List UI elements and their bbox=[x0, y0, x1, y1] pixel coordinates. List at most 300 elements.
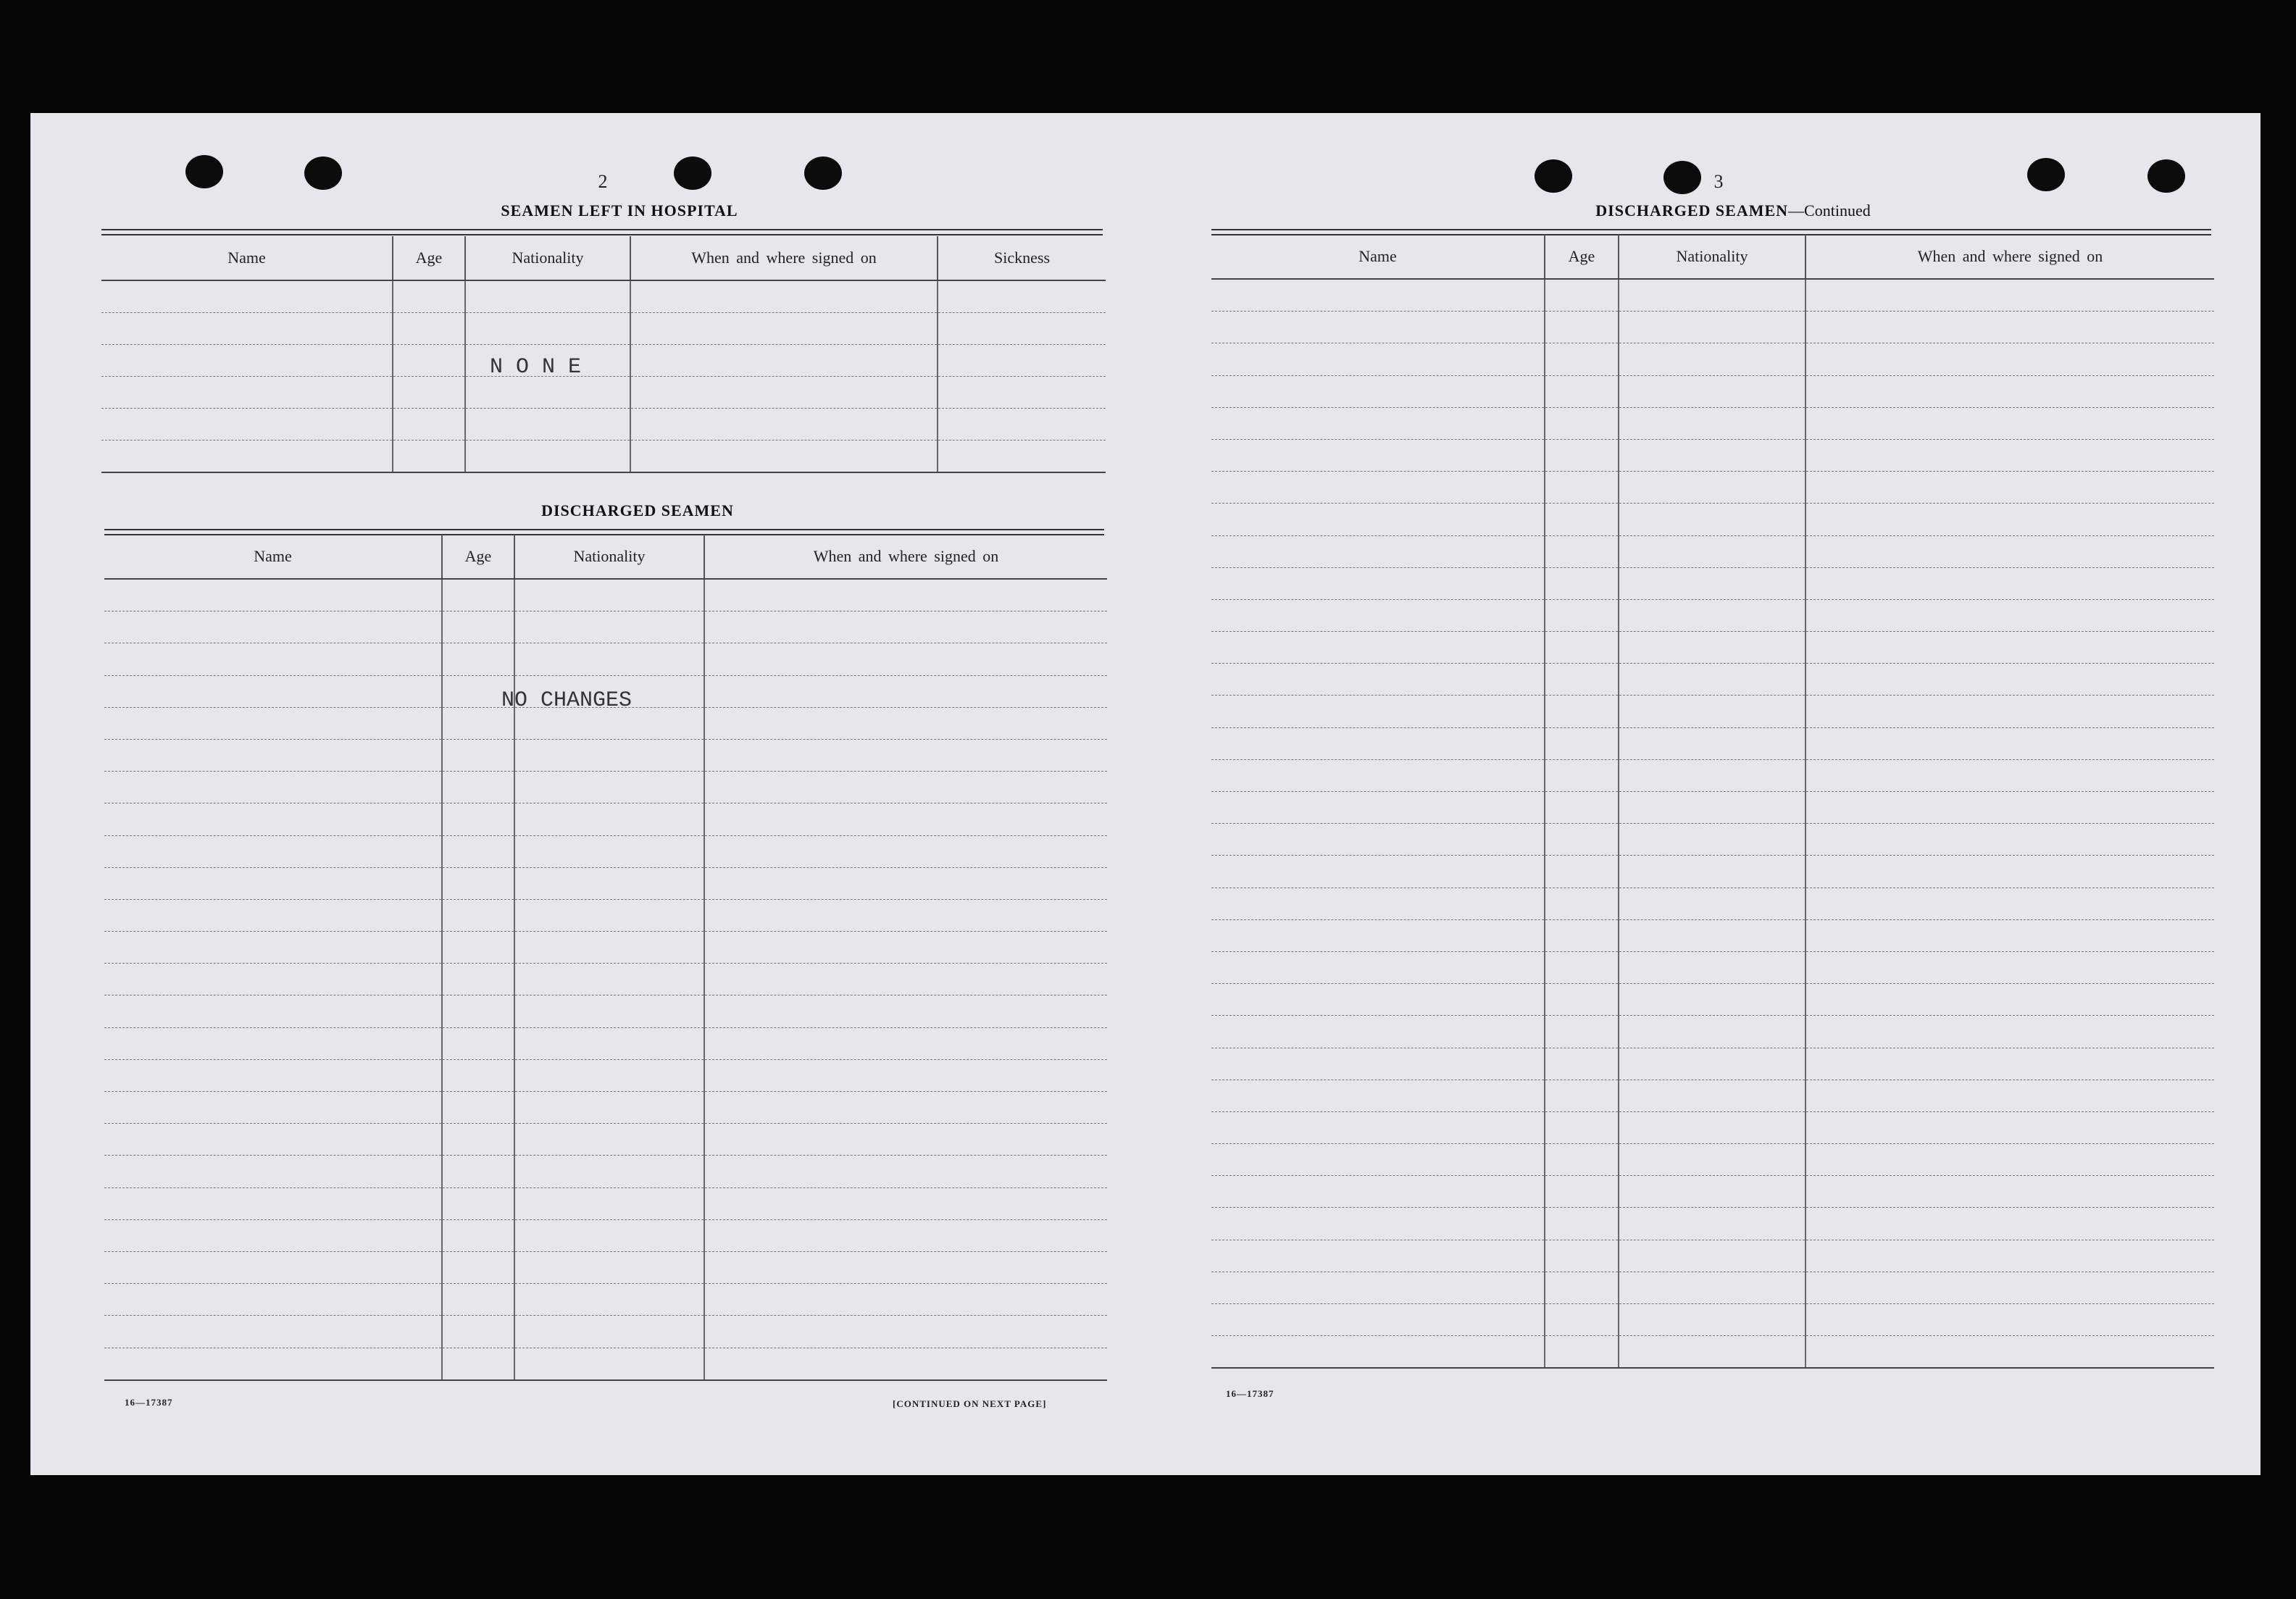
blank-cell bbox=[1806, 375, 2214, 407]
blank-cell bbox=[101, 377, 393, 409]
blank-cell bbox=[1806, 535, 2214, 567]
blank-cell bbox=[1545, 1272, 1619, 1303]
blank-cell bbox=[514, 1027, 704, 1059]
blank-cell bbox=[1211, 696, 1545, 727]
column-header-nationality: Nationality bbox=[1619, 235, 1806, 279]
blank-cell bbox=[104, 867, 442, 899]
table-row bbox=[1211, 567, 2214, 599]
blank-cell bbox=[104, 899, 442, 931]
blank-cell bbox=[1806, 599, 2214, 631]
blank-cell bbox=[704, 739, 1107, 771]
blank-cell bbox=[1619, 343, 1806, 375]
column-header-age: Age bbox=[393, 236, 465, 280]
blank-cell bbox=[393, 280, 465, 313]
blank-cell bbox=[104, 1156, 442, 1187]
blank-cell bbox=[442, 835, 514, 867]
blank-cell bbox=[465, 280, 630, 313]
blank-cell bbox=[1806, 1240, 2214, 1272]
blank-cell bbox=[442, 932, 514, 964]
blank-cell bbox=[393, 409, 465, 441]
blank-cell bbox=[104, 1348, 442, 1380]
double-rule bbox=[101, 229, 1103, 235]
blank-cell bbox=[442, 739, 514, 771]
blank-cell bbox=[1806, 919, 2214, 951]
table-row bbox=[104, 579, 1107, 611]
blank-cell bbox=[104, 739, 442, 771]
blank-cell bbox=[1211, 472, 1545, 504]
blank-cell bbox=[514, 964, 704, 995]
blank-cell bbox=[1545, 1048, 1619, 1080]
blank-cell bbox=[465, 441, 630, 473]
blank-cell bbox=[442, 867, 514, 899]
blank-cell bbox=[938, 345, 1106, 377]
table-row bbox=[1211, 439, 2214, 471]
column-header-signed-on: When and where signed on bbox=[704, 535, 1107, 579]
table-row bbox=[101, 345, 1106, 377]
blank-cell bbox=[1211, 1111, 1545, 1143]
blank-cell bbox=[1619, 472, 1806, 504]
table-row bbox=[104, 995, 1107, 1027]
blank-cell bbox=[1211, 504, 1545, 535]
blank-cell bbox=[704, 1059, 1107, 1091]
section-title-continued: —Continued bbox=[1788, 201, 1871, 220]
blank-cell bbox=[1211, 664, 1545, 696]
blank-cell bbox=[442, 964, 514, 995]
blank-cell bbox=[1211, 632, 1545, 664]
blank-cell bbox=[101, 441, 393, 473]
blank-cell bbox=[1211, 1080, 1545, 1111]
table-row bbox=[1211, 727, 2214, 759]
blank-cell bbox=[1545, 279, 1619, 312]
blank-cell bbox=[1545, 312, 1619, 343]
table-row bbox=[104, 835, 1107, 867]
blank-cell bbox=[1211, 1304, 1545, 1336]
blank-cell bbox=[1619, 984, 1806, 1016]
right-page bbox=[1146, 113, 2260, 1475]
discharged-table bbox=[104, 535, 1107, 1381]
blank-cell bbox=[1211, 951, 1545, 983]
blank-cell bbox=[1211, 343, 1545, 375]
blank-cell bbox=[1806, 759, 2214, 791]
blank-cell bbox=[1545, 919, 1619, 951]
blank-cell bbox=[104, 579, 442, 611]
blank-cell bbox=[1545, 1336, 1619, 1369]
table-row bbox=[1211, 1111, 2214, 1143]
typed-entry-no-changes: NO CHANGES bbox=[501, 688, 633, 713]
table-row bbox=[1211, 504, 2214, 535]
blank-cell bbox=[393, 313, 465, 345]
blank-cell bbox=[1211, 1272, 1545, 1303]
blank-cell bbox=[1806, 279, 2214, 312]
blank-cell bbox=[1619, 919, 1806, 951]
blank-cell bbox=[704, 867, 1107, 899]
typed-entry-none: N O N E bbox=[490, 355, 582, 380]
blank-cell bbox=[442, 1027, 514, 1059]
blank-cell bbox=[1806, 312, 2214, 343]
blank-cell bbox=[630, 313, 938, 345]
blank-cell bbox=[101, 313, 393, 345]
blank-cell bbox=[514, 611, 704, 643]
form-number: 16—17387 bbox=[125, 1397, 173, 1408]
blank-cell bbox=[1545, 984, 1619, 1016]
blank-cell bbox=[1545, 472, 1619, 504]
blank-cell bbox=[1806, 472, 2214, 504]
blank-cell bbox=[1806, 856, 2214, 888]
blank-cell bbox=[1619, 1111, 1806, 1143]
table-row bbox=[1211, 1272, 2214, 1303]
blank-cell bbox=[1545, 599, 1619, 631]
table-row bbox=[1211, 375, 2214, 407]
blank-cell bbox=[1211, 1336, 1545, 1369]
blank-cell bbox=[442, 803, 514, 835]
blank-cell bbox=[104, 1187, 442, 1219]
page-number: 3 bbox=[1713, 171, 1724, 192]
blank-cell bbox=[1619, 727, 1806, 759]
blank-cell bbox=[1545, 856, 1619, 888]
blank-cell bbox=[704, 803, 1107, 835]
blank-cell bbox=[1806, 1176, 2214, 1208]
blank-cell bbox=[1806, 696, 2214, 727]
blank-cell bbox=[104, 964, 442, 995]
blank-cell bbox=[1545, 1176, 1619, 1208]
blank-cell bbox=[1211, 984, 1545, 1016]
page-number: 2 bbox=[598, 171, 608, 192]
blank-cell bbox=[1619, 824, 1806, 856]
column-header-age: Age bbox=[1545, 235, 1619, 279]
table-row bbox=[1211, 1208, 2214, 1240]
blank-cell bbox=[1806, 407, 2214, 439]
blank-cell bbox=[704, 1348, 1107, 1380]
blank-cell bbox=[442, 1187, 514, 1219]
punch-hole bbox=[1663, 161, 1701, 194]
blank-cell bbox=[704, 1251, 1107, 1283]
blank-cell bbox=[442, 899, 514, 931]
blank-cell bbox=[514, 803, 704, 835]
blank-cell bbox=[1619, 856, 1806, 888]
blank-cell bbox=[1619, 888, 1806, 919]
table-row bbox=[101, 280, 1106, 313]
blank-cell bbox=[704, 579, 1107, 611]
blank-cell bbox=[465, 409, 630, 441]
punch-hole bbox=[804, 156, 842, 190]
blank-cell bbox=[1806, 664, 2214, 696]
table-row bbox=[104, 1348, 1107, 1380]
blank-cell bbox=[104, 772, 442, 803]
column-header-name: Name bbox=[1211, 235, 1545, 279]
blank-cell bbox=[1211, 919, 1545, 951]
table-row bbox=[1211, 1016, 2214, 1048]
blank-cell bbox=[1806, 824, 2214, 856]
blank-cell bbox=[104, 1124, 442, 1156]
table-row bbox=[104, 1284, 1107, 1316]
blank-cell bbox=[1211, 1144, 1545, 1176]
blank-cell bbox=[1211, 792, 1545, 824]
punch-hole bbox=[2147, 159, 2185, 193]
table-row bbox=[1211, 824, 2214, 856]
table-row bbox=[104, 1219, 1107, 1251]
blank-cell bbox=[704, 675, 1107, 707]
table-row bbox=[1211, 1080, 2214, 1111]
blank-cell bbox=[1211, 727, 1545, 759]
column-header-nationality: Nationality bbox=[465, 236, 630, 280]
blank-cell bbox=[1211, 279, 1545, 312]
blank-cell bbox=[1545, 535, 1619, 567]
blank-cell bbox=[104, 1284, 442, 1316]
section-title-discharged-continued bbox=[1552, 201, 1914, 220]
blank-cell bbox=[630, 345, 938, 377]
blank-cell bbox=[442, 1124, 514, 1156]
blank-cell bbox=[1619, 1208, 1806, 1240]
table-row bbox=[101, 377, 1106, 409]
blank-cell bbox=[1619, 1016, 1806, 1048]
blank-cell bbox=[1619, 439, 1806, 471]
table-row bbox=[104, 1156, 1107, 1187]
punch-hole bbox=[304, 156, 342, 190]
blank-cell bbox=[104, 932, 442, 964]
table-row bbox=[1211, 696, 2214, 727]
blank-cell bbox=[1619, 951, 1806, 983]
table-row bbox=[1211, 279, 2214, 312]
table-row bbox=[1211, 1144, 2214, 1176]
column-header-sickness: Sickness bbox=[938, 236, 1106, 280]
blank-cell bbox=[1545, 792, 1619, 824]
blank-cell bbox=[1545, 1144, 1619, 1176]
blank-cell bbox=[514, 867, 704, 899]
table-row bbox=[1211, 1048, 2214, 1080]
table-row bbox=[104, 803, 1107, 835]
table-row bbox=[104, 1316, 1107, 1348]
blank-cell bbox=[1211, 1176, 1545, 1208]
table-row bbox=[1211, 664, 2214, 696]
blank-cell bbox=[704, 964, 1107, 995]
table-row bbox=[104, 932, 1107, 964]
punch-hole bbox=[1535, 159, 1572, 193]
blank-cell bbox=[1806, 888, 2214, 919]
blank-cell bbox=[1545, 696, 1619, 727]
blank-cell bbox=[1806, 984, 2214, 1016]
table-row bbox=[101, 409, 1106, 441]
blank-cell bbox=[1211, 535, 1545, 567]
blank-cell bbox=[1545, 824, 1619, 856]
blank-cell bbox=[514, 1059, 704, 1091]
blank-cell bbox=[704, 1027, 1107, 1059]
blank-cell bbox=[104, 643, 442, 675]
table-row bbox=[1211, 1176, 2214, 1208]
blank-cell bbox=[442, 579, 514, 611]
table-row bbox=[1211, 951, 2214, 983]
blank-cell bbox=[442, 1316, 514, 1348]
blank-cell bbox=[1619, 696, 1806, 727]
blank-cell bbox=[104, 707, 442, 739]
table-row bbox=[104, 1027, 1107, 1059]
blank-cell bbox=[442, 772, 514, 803]
blank-cell bbox=[104, 1059, 442, 1091]
blank-cell bbox=[1211, 824, 1545, 856]
table-row bbox=[1211, 759, 2214, 791]
blank-cell bbox=[1619, 567, 1806, 599]
blank-cell bbox=[1806, 1111, 2214, 1143]
blank-cell bbox=[104, 995, 442, 1027]
blank-cell bbox=[1806, 632, 2214, 664]
blank-cell bbox=[1806, 951, 2214, 983]
blank-cell bbox=[442, 1219, 514, 1251]
blank-cell bbox=[442, 1284, 514, 1316]
blank-cell bbox=[704, 1124, 1107, 1156]
column-header-signed-on: When and where signed on bbox=[1806, 235, 2214, 279]
blank-cell bbox=[1211, 1016, 1545, 1048]
blank-cell bbox=[514, 643, 704, 675]
blank-cell bbox=[104, 835, 442, 867]
table-row bbox=[104, 1059, 1107, 1091]
blank-cell bbox=[630, 377, 938, 409]
table-row bbox=[1211, 919, 2214, 951]
table-row bbox=[104, 899, 1107, 931]
blank-cell bbox=[704, 932, 1107, 964]
blank-cell bbox=[1806, 1304, 2214, 1336]
column-header-age: Age bbox=[442, 535, 514, 579]
blank-cell bbox=[1545, 1016, 1619, 1048]
blank-cell bbox=[704, 1284, 1107, 1316]
blank-cell bbox=[104, 611, 442, 643]
blank-cell bbox=[938, 280, 1106, 313]
blank-cell bbox=[1545, 759, 1619, 791]
blank-cell bbox=[1211, 439, 1545, 471]
blank-cell bbox=[1545, 407, 1619, 439]
table-row bbox=[104, 964, 1107, 995]
blank-cell bbox=[514, 1156, 704, 1187]
blank-cell bbox=[514, 1251, 704, 1283]
column-header-name: Name bbox=[104, 535, 442, 579]
blank-cell bbox=[1211, 599, 1545, 631]
blank-cell bbox=[938, 313, 1106, 345]
punch-hole bbox=[674, 156, 711, 190]
blank-cell bbox=[704, 835, 1107, 867]
blank-cell bbox=[704, 1316, 1107, 1348]
blank-cell bbox=[1806, 792, 2214, 824]
blank-cell bbox=[1545, 664, 1619, 696]
punch-hole bbox=[2027, 158, 2065, 191]
blank-cell bbox=[1806, 1016, 2214, 1048]
blank-cell bbox=[514, 579, 704, 611]
table-row bbox=[1211, 1240, 2214, 1272]
blank-cell bbox=[514, 1316, 704, 1348]
table-row bbox=[1211, 1304, 2214, 1336]
blank-cell bbox=[514, 899, 704, 931]
table-row bbox=[1211, 1336, 2214, 1369]
table-row bbox=[1211, 312, 2214, 343]
blank-cell bbox=[1619, 1304, 1806, 1336]
blank-cell bbox=[1211, 1240, 1545, 1272]
blank-cell bbox=[1545, 632, 1619, 664]
column-header-name: Name bbox=[101, 236, 393, 280]
blank-cell bbox=[1211, 1048, 1545, 1080]
table-row bbox=[1211, 472, 2214, 504]
blank-cell bbox=[630, 441, 938, 473]
table-row bbox=[104, 867, 1107, 899]
blank-cell bbox=[1619, 1144, 1806, 1176]
blank-cell bbox=[1619, 599, 1806, 631]
blank-cell bbox=[1545, 375, 1619, 407]
blank-cell bbox=[938, 409, 1106, 441]
blank-cell bbox=[393, 377, 465, 409]
table-row bbox=[104, 1092, 1107, 1124]
blank-cell bbox=[1619, 1048, 1806, 1080]
blank-cell bbox=[1211, 1208, 1545, 1240]
blank-cell bbox=[442, 1156, 514, 1187]
blank-cell bbox=[704, 1092, 1107, 1124]
table-row bbox=[104, 611, 1107, 643]
blank-cell bbox=[1619, 792, 1806, 824]
table-row bbox=[1211, 535, 2214, 567]
blank-cell bbox=[1806, 439, 2214, 471]
blank-cell bbox=[704, 1219, 1107, 1251]
blank-cell bbox=[1545, 567, 1619, 599]
blank-cell bbox=[1211, 759, 1545, 791]
blank-cell bbox=[1619, 1176, 1806, 1208]
blank-cell bbox=[1545, 1240, 1619, 1272]
blank-cell bbox=[1211, 407, 1545, 439]
blank-cell bbox=[938, 377, 1106, 409]
blank-cell bbox=[104, 1251, 442, 1283]
table-row bbox=[101, 313, 1106, 345]
column-header-signed-on: When and where signed on bbox=[630, 236, 938, 280]
blank-cell bbox=[101, 409, 393, 441]
table-row bbox=[101, 441, 1106, 473]
blank-cell bbox=[514, 995, 704, 1027]
continued-note: [CONTINUED ON NEXT PAGE] bbox=[893, 1398, 1047, 1409]
blank-cell bbox=[1211, 856, 1545, 888]
blank-cell bbox=[1806, 343, 2214, 375]
table-row bbox=[1211, 343, 2214, 375]
blank-cell bbox=[1545, 1304, 1619, 1336]
blank-cell bbox=[1619, 1240, 1806, 1272]
blank-cell bbox=[514, 835, 704, 867]
blank-cell bbox=[442, 995, 514, 1027]
table-row bbox=[104, 772, 1107, 803]
blank-cell bbox=[704, 611, 1107, 643]
blank-cell bbox=[514, 1219, 704, 1251]
blank-cell bbox=[1545, 1111, 1619, 1143]
column-header-nationality: Nationality bbox=[514, 535, 704, 579]
blank-cell bbox=[1545, 504, 1619, 535]
table-row bbox=[1211, 856, 2214, 888]
blank-cell bbox=[101, 280, 393, 313]
blank-cell bbox=[101, 345, 393, 377]
blank-cell bbox=[1619, 1080, 1806, 1111]
blank-cell bbox=[1211, 567, 1545, 599]
blank-cell bbox=[1545, 343, 1619, 375]
table-row bbox=[104, 1251, 1107, 1283]
blank-cell bbox=[104, 1219, 442, 1251]
blank-cell bbox=[442, 643, 514, 675]
blank-cell bbox=[442, 1251, 514, 1283]
form-sheet bbox=[30, 113, 2260, 1475]
blank-cell bbox=[442, 611, 514, 643]
blank-cell bbox=[104, 1092, 442, 1124]
blank-cell bbox=[514, 1124, 704, 1156]
blank-cell bbox=[514, 1284, 704, 1316]
blank-cell bbox=[704, 643, 1107, 675]
blank-cell bbox=[1619, 504, 1806, 535]
blank-cell bbox=[442, 1348, 514, 1380]
blank-cell bbox=[1619, 375, 1806, 407]
blank-cell bbox=[514, 1187, 704, 1219]
hospital-table bbox=[101, 236, 1106, 473]
blank-cell bbox=[514, 772, 704, 803]
blank-cell bbox=[1619, 1272, 1806, 1303]
section-title-hospital: SEAMEN LEFT IN HOSPITAL bbox=[501, 201, 738, 220]
blank-cell bbox=[1211, 375, 1545, 407]
